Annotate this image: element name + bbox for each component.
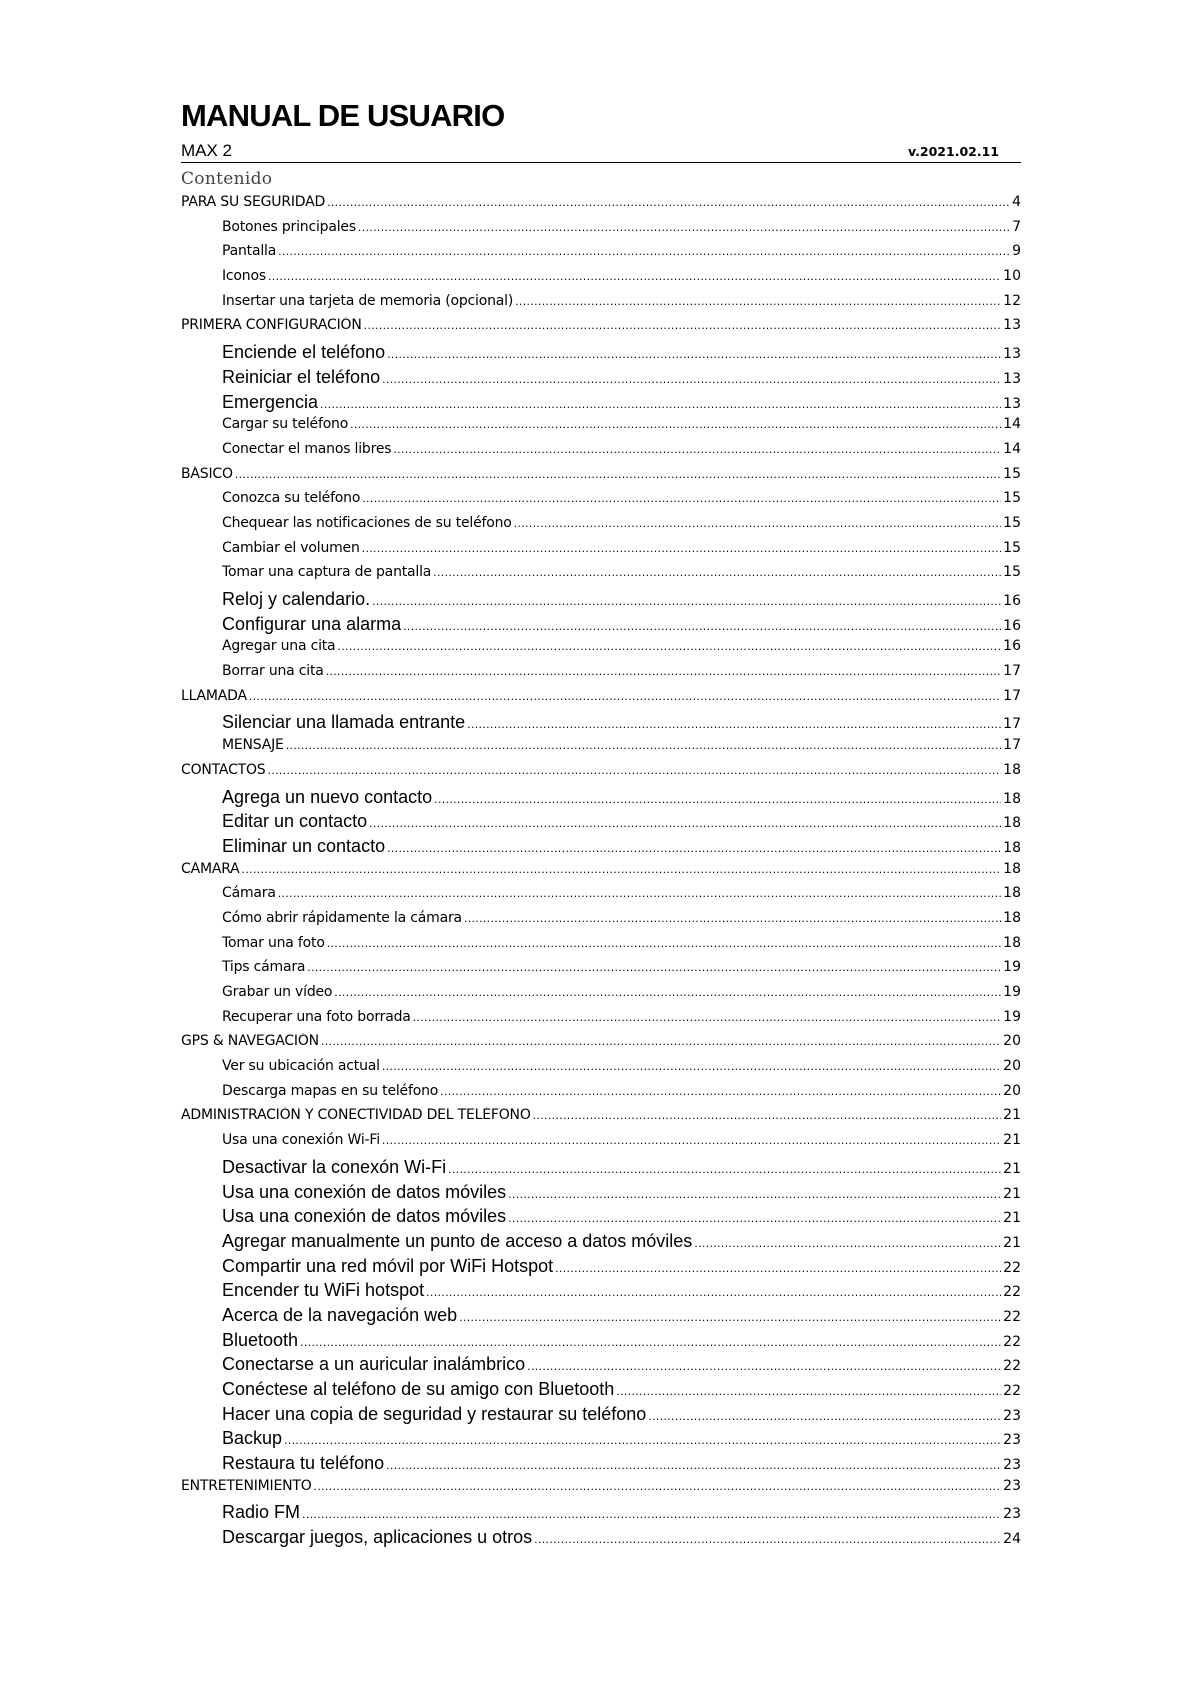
- toc-subsection-entry[interactable]: [181, 515, 1021, 540]
- toc-entry-label: Hacer una copia de seguridad y restaurar su teléfono: [222, 1403, 647, 1424]
- toc-page-number: 21: [1003, 1107, 1021, 1124]
- toc-page-number: 20: [1003, 1058, 1021, 1075]
- subtitle-row: [181, 140, 1021, 163]
- toc-subsection-entry[interactable]: [181, 589, 1021, 614]
- toc-dot-leader: [533, 1109, 1002, 1122]
- toc-dot-leader: [372, 595, 1001, 608]
- toc-subsection-entry[interactable]: [181, 836, 1021, 861]
- toc-dot-leader: [382, 1060, 1001, 1073]
- toc-dot-leader: [527, 1360, 1001, 1373]
- toc-entry-label: Ver su ubicación actual: [222, 1058, 380, 1075]
- toc-subsection-entry[interactable]: [181, 1157, 1021, 1182]
- toc-entry-label: Backup: [222, 1428, 283, 1449]
- toc-subsection-entry[interactable]: [181, 1132, 1021, 1157]
- toc-subsection-entry[interactable]: [181, 885, 1021, 910]
- toc-subsection-entry[interactable]: [181, 1428, 1021, 1453]
- toc-page-number: 18: [1003, 934, 1021, 951]
- toc-dot-leader: [459, 1311, 1001, 1324]
- toc-subsection-entry[interactable]: [181, 984, 1021, 1009]
- toc-subsection-entry[interactable]: [181, 540, 1021, 565]
- toc-dot-leader: [413, 1011, 1002, 1024]
- toc-page-number: 20: [1003, 1082, 1021, 1099]
- toc-section-entry[interactable]: [181, 1033, 1021, 1058]
- version-label: v.2021.02.11: [908, 144, 999, 159]
- toc-section-entry[interactable]: [181, 466, 1021, 491]
- toc-entry-label: CONTACTOS: [181, 761, 266, 778]
- toc-page-number: 18: [1003, 839, 1021, 856]
- toc-page-number: 22: [1003, 1308, 1021, 1325]
- toc-subsection-entry[interactable]: [181, 1256, 1021, 1281]
- toc-subsection-entry[interactable]: [181, 1058, 1021, 1083]
- toc-page-number: 18: [1003, 761, 1021, 778]
- toc-entry-label: LLAMADA: [181, 687, 247, 704]
- toc-subsection-entry[interactable]: [181, 392, 1021, 417]
- toc-subsection-entry[interactable]: [181, 959, 1021, 984]
- toc-subsection-entry[interactable]: [181, 1404, 1021, 1429]
- toc-entry-label: Agregar una cita: [222, 638, 336, 655]
- toc-entry-label: Tips cámara: [222, 959, 306, 976]
- toc-dot-leader: [508, 1212, 1001, 1225]
- toc-dot-leader: [278, 887, 1001, 900]
- toc-dot-leader: [235, 468, 1001, 481]
- toc-page-number: 4: [1012, 194, 1021, 210]
- toc-subsection-entry[interactable]: [181, 1083, 1021, 1108]
- toc-entry-label: Tomar una captura de pantalla: [222, 564, 432, 581]
- toc-dot-leader: [694, 1237, 1001, 1250]
- toc-subsection-entry[interactable]: [181, 441, 1021, 466]
- toc-entry-label: Recuperar una foto borrada: [222, 1008, 411, 1025]
- toc-entry-label: Configurar una alarma: [222, 613, 402, 634]
- toc-dot-leader: [327, 937, 1001, 950]
- toc-page-number: 23: [1003, 1407, 1021, 1424]
- toc-entry-label: BÁSICO: [181, 465, 233, 482]
- toc-entry-label: GPS & NAVEGACIÓN: [181, 1033, 319, 1050]
- toc-page-number: 20: [1003, 1033, 1021, 1050]
- toc-page-number: 23: [1003, 1457, 1021, 1474]
- toc-entry-label: Conectar el manos libres: [222, 440, 392, 457]
- toc-entry-label: Usa una conexión de datos móviles: [222, 1206, 507, 1227]
- toc-dot-leader: [307, 961, 1001, 974]
- toc-entry-label: Descargar juegos, aplicaciones u otros: [222, 1527, 533, 1548]
- toc-entry-label: Enciende el teléfono: [222, 342, 386, 363]
- toc-entry-label: Restaura tu teléfono: [222, 1453, 385, 1474]
- toc-subsection-entry[interactable]: [181, 564, 1021, 589]
- toc-dot-leader: [268, 270, 1001, 283]
- toc-dot-leader: [440, 1085, 1001, 1098]
- toc-entry-label: Conectarse a un auricular inalámbrico: [222, 1354, 526, 1375]
- toc-entry-label: Editar un contacto: [222, 811, 368, 832]
- toc-section-entry[interactable]: [181, 861, 1021, 886]
- toc-dot-leader: [534, 1533, 1001, 1546]
- toc-section-entry[interactable]: [181, 194, 1021, 219]
- toc-subsection-entry[interactable]: [181, 243, 1021, 268]
- toc-page-number: 19: [1003, 959, 1021, 976]
- toc-subsection-entry[interactable]: [181, 737, 1021, 762]
- toc-dot-leader: [362, 492, 1001, 505]
- toc-section-entry[interactable]: [181, 1478, 1021, 1503]
- toc-entry-label: Reiniciar el teléfono: [222, 366, 381, 387]
- toc-page-number: 15: [1003, 465, 1021, 482]
- toc-dot-leader: [433, 566, 1001, 579]
- toc-entry-label: Cómo abrir rápidamente la cámara: [222, 909, 462, 926]
- toc-page-number: 13: [1003, 317, 1021, 334]
- toc-subsection-entry[interactable]: [181, 663, 1021, 688]
- toc-subsection-entry[interactable]: [181, 1453, 1021, 1478]
- toc-dot-leader: [350, 418, 1001, 431]
- toc-subsection-entry[interactable]: [181, 490, 1021, 515]
- toc-entry-label: Cambiar el volumen: [222, 539, 360, 556]
- toc-subsection-entry[interactable]: [181, 1330, 1021, 1355]
- toc-entry-label: Insertar una tarjeta de memoria (opcional): [222, 292, 514, 309]
- toc-subsection-entry[interactable]: [181, 219, 1021, 244]
- toc-dot-leader: [386, 1459, 1001, 1472]
- toc-dot-leader: [508, 1188, 1001, 1201]
- toc-entry-label: PRIMERA CONFIGURACIÓN: [181, 317, 362, 334]
- toc-page-number: 15: [1003, 564, 1021, 581]
- toc-dot-leader: [555, 1262, 1001, 1275]
- toc-page-number: 18: [1003, 790, 1021, 807]
- toc-page-number: 18: [1003, 860, 1021, 877]
- toc-dot-leader: [268, 764, 1002, 777]
- toc-section-entry[interactable]: [181, 1107, 1021, 1132]
- toc-page-number: 22: [1003, 1259, 1021, 1276]
- toc-subsection-entry[interactable]: [181, 1206, 1021, 1231]
- toc-page-number: 17: [1003, 737, 1021, 754]
- toc-entry-label: ENTRETENIMIENTO: [181, 1477, 312, 1494]
- toc-dot-leader: [326, 665, 1002, 678]
- toc-page-number: 18: [1003, 815, 1021, 832]
- toc-entry-label: Iconos: [222, 268, 266, 285]
- model-name: MAX 2: [181, 141, 233, 160]
- toc-entry-label: Tomar una foto: [222, 934, 325, 951]
- toc-entry-label: Eliminar un contacto: [222, 835, 386, 856]
- toc-subsection-entry[interactable]: [181, 712, 1021, 737]
- toc-entry-label: Emergencia: [222, 391, 319, 412]
- toc-page-number: 17: [1003, 687, 1021, 704]
- toc-dot-leader: [387, 348, 1001, 361]
- toc-subsection-entry[interactable]: [181, 342, 1021, 367]
- toc-page-number: 13: [1003, 370, 1021, 387]
- toc-entry-label: Bluetooth: [222, 1329, 299, 1350]
- toc-page-number: 23: [1003, 1506, 1021, 1523]
- toc-dot-leader: [382, 1134, 1001, 1147]
- toc-dot-leader: [426, 1286, 1001, 1299]
- toc-entry-label: CÁMARA: [181, 860, 240, 877]
- toc-page-number: 21: [1003, 1234, 1021, 1251]
- toc-subsection-entry[interactable]: [181, 1502, 1021, 1527]
- table-of-contents: [181, 194, 1021, 1552]
- toc-subsection-entry[interactable]: [181, 811, 1021, 836]
- toc-subsection-entry[interactable]: [181, 787, 1021, 812]
- toc-entry-label: Grabar un vídeo: [222, 984, 333, 1000]
- toc-subsection-entry[interactable]: [181, 1305, 1021, 1330]
- toc-dot-leader: [337, 640, 1001, 653]
- toc-section-entry[interactable]: [181, 762, 1021, 787]
- toc-entry-label: ADMINISTRACIÓN Y CONECTIVIDAD DEL TELÉFONO: [181, 1107, 531, 1124]
- toc-subsection-entry[interactable]: [181, 1354, 1021, 1379]
- toc-page-number: 16: [1003, 593, 1021, 609]
- toc-dot-leader: [249, 690, 1001, 703]
- toc-page-number: 14: [1003, 416, 1021, 433]
- toc-page-number: 21: [1003, 1185, 1021, 1202]
- toc-page-number: 14: [1003, 440, 1021, 457]
- toc-dot-leader: [327, 196, 1010, 209]
- toc-dot-leader: [284, 1434, 1001, 1447]
- toc-entry-label: Encender tu WiFi hotspot: [222, 1280, 425, 1301]
- toc-dot-leader: [362, 542, 1002, 555]
- toc-entry-label: Chequear las notificaciones de su teléfono: [222, 514, 512, 531]
- toc-page-number: 22: [1003, 1333, 1021, 1350]
- toc-entry-label: Silenciar una llamada entrante: [222, 712, 466, 733]
- toc-dot-leader: [434, 793, 1001, 806]
- toc-entry-label: Compartir una red móvil por WiFi Hotspot: [222, 1255, 554, 1276]
- toc-subsection-entry[interactable]: [181, 1280, 1021, 1305]
- toc-dot-leader: [369, 817, 1001, 830]
- toc-entry-label: Descarga mapas en su teléfono: [222, 1082, 439, 1099]
- toc-page-number: 21: [1003, 1160, 1021, 1177]
- toc-dot-leader: [302, 1508, 1001, 1521]
- toc-dot-leader: [515, 295, 1001, 308]
- toc-page-number: 19: [1003, 984, 1021, 1000]
- toc-dot-leader: [403, 620, 1001, 633]
- toc-dot-leader: [320, 398, 1001, 411]
- toc-page-number: 15: [1003, 490, 1021, 507]
- toc-entry-label: Cargar su teléfono: [222, 416, 349, 433]
- toc-subsection-entry[interactable]: [181, 1009, 1021, 1034]
- toc-dot-leader: [334, 986, 1001, 999]
- toc-page-number: 22: [1003, 1383, 1021, 1399]
- toc-entry-label: Agregar manualmente un punto de acceso a datos móviles: [222, 1230, 693, 1251]
- toc-entry-label: Reloj y calendario.: [222, 589, 371, 609]
- toc-subsection-entry[interactable]: [181, 935, 1021, 960]
- toc-dot-leader: [286, 739, 1001, 752]
- document-title: MANUAL DE USUARIO: [181, 98, 505, 133]
- toc-dot-leader: [514, 517, 1002, 530]
- toc-subsection-entry[interactable]: [181, 614, 1021, 639]
- toc-dot-leader: [393, 443, 1001, 456]
- toc-page-number: 21: [1003, 1132, 1021, 1149]
- toc-page-number: 18: [1003, 909, 1021, 926]
- toc-page-number: 13: [1003, 346, 1021, 363]
- toc-page-number: 16: [1003, 617, 1021, 634]
- toc-dot-leader: [364, 319, 1002, 332]
- toc-page-number: 18: [1003, 885, 1021, 902]
- toc-entry-label: PARA SU SEGURIDAD: [181, 194, 326, 210]
- toc-entry-label: Botones principales: [222, 218, 356, 235]
- toc-page-number: 15: [1003, 539, 1021, 556]
- toc-subsection-entry[interactable]: [181, 910, 1021, 935]
- toc-dot-leader: [616, 1385, 1001, 1398]
- toc-dot-leader: [300, 1336, 1001, 1349]
- toc-page-number: 15: [1003, 514, 1021, 531]
- toc-page-number: 19: [1003, 1008, 1021, 1025]
- toc-page-number: 9: [1012, 243, 1021, 260]
- contents-heading: Contenido: [181, 169, 273, 189]
- toc-section-entry[interactable]: [181, 688, 1021, 713]
- toc-subsection-entry[interactable]: [181, 416, 1021, 441]
- toc-page-number: 17: [1003, 663, 1021, 680]
- toc-entry-label: Acerca de la navegación web: [222, 1304, 458, 1325]
- toc-dot-leader: [467, 718, 1001, 731]
- toc-entry-label: Desactivar la conexón Wi-Fi: [222, 1156, 447, 1177]
- toc-page-number: 17: [1003, 716, 1021, 733]
- toc-entry-label: Conozca su teléfono: [222, 490, 361, 507]
- toc-entry-label: Usa una conexión Wi-Fi: [222, 1132, 380, 1149]
- toc-dot-leader: [648, 1410, 1001, 1423]
- toc-dot-leader: [278, 245, 1010, 258]
- toc-section-entry[interactable]: [181, 317, 1021, 342]
- toc-dot-leader: [314, 1480, 1002, 1493]
- toc-subsection-entry[interactable]: [181, 1379, 1021, 1404]
- toc-entry-label: Conéctese al teléfono de su amigo con Bluetooth: [222, 1379, 615, 1399]
- toc-page-number: 10: [1003, 268, 1021, 285]
- toc-entry-label: Pantalla: [222, 243, 277, 260]
- toc-dot-leader: [387, 842, 1001, 855]
- toc-dot-leader: [358, 221, 1010, 234]
- toc-page-number: 22: [1003, 1358, 1021, 1375]
- toc-entry-label: MENSAJE: [222, 737, 284, 754]
- toc-subsection-entry[interactable]: [181, 293, 1021, 318]
- toc-subsection-entry[interactable]: [181, 1182, 1021, 1207]
- toc-dot-leader: [321, 1035, 1001, 1048]
- toc-entry-label: Cámara: [222, 885, 276, 902]
- toc-entry-label: Radio FM: [222, 1502, 301, 1523]
- toc-page-number: 24: [1003, 1531, 1021, 1548]
- toc-page-number: 13: [1003, 395, 1021, 412]
- toc-dot-leader: [448, 1163, 1001, 1176]
- toc-page-number: 7: [1012, 218, 1021, 235]
- toc-page-number: 16: [1003, 638, 1021, 655]
- toc-entry-label: Agrega un nuevo contacto: [222, 786, 433, 807]
- toc-subsection-entry[interactable]: [181, 638, 1021, 663]
- toc-entry-label: Usa una conexión de datos móviles: [222, 1181, 507, 1202]
- toc-dot-leader: [382, 373, 1001, 386]
- toc-dot-leader: [464, 912, 1001, 925]
- toc-subsection-entry[interactable]: [181, 268, 1021, 293]
- toc-page-number: 22: [1003, 1284, 1021, 1301]
- toc-entry-label: Borrar una cita: [222, 663, 324, 680]
- toc-page-number: 23: [1003, 1432, 1021, 1449]
- toc-page-number: 12: [1003, 292, 1021, 309]
- toc-subsection-entry[interactable]: [181, 1231, 1021, 1256]
- toc-page-number: 23: [1003, 1477, 1021, 1494]
- toc-subsection-entry[interactable]: [181, 1527, 1021, 1552]
- toc-subsection-entry[interactable]: [181, 367, 1021, 392]
- toc-page-number: 21: [1003, 1210, 1021, 1227]
- toc-dot-leader: [242, 863, 1002, 876]
